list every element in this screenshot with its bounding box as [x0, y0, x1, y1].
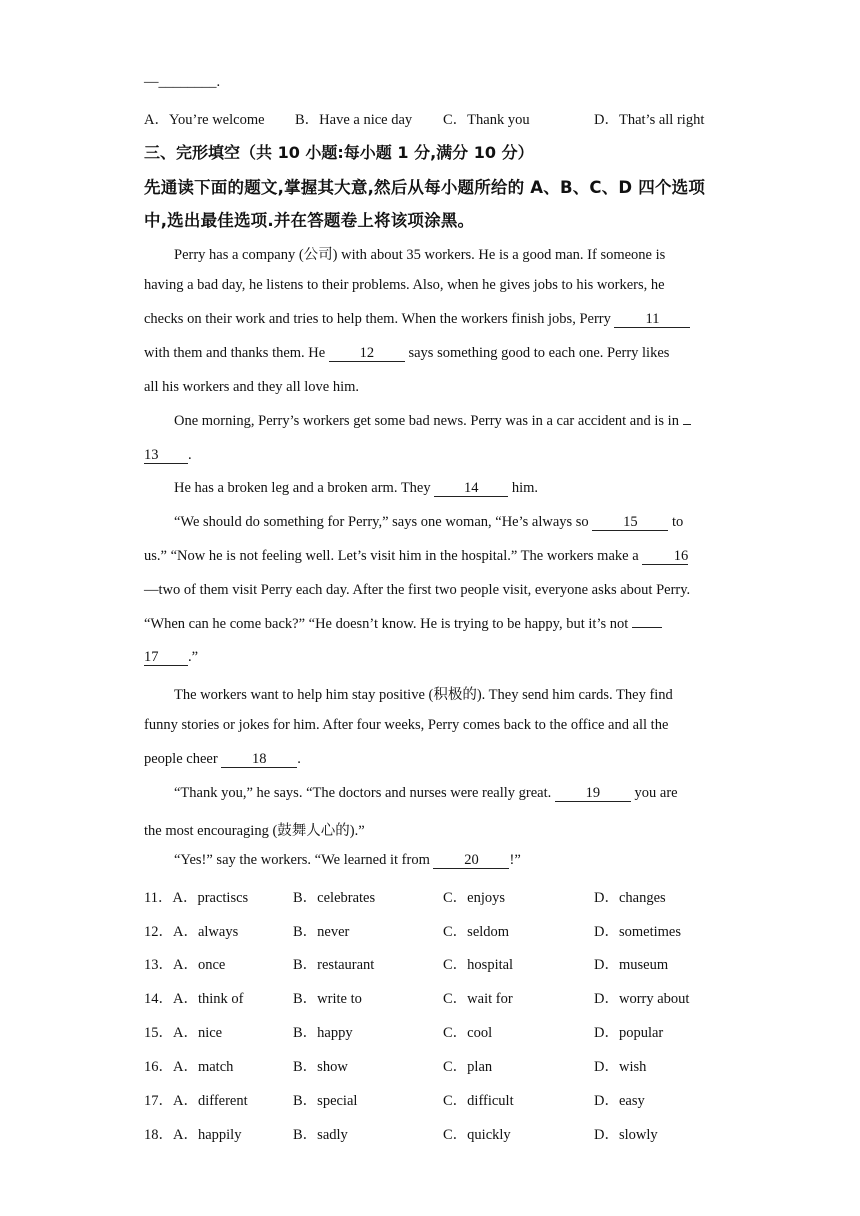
option-d: D．changes — [594, 890, 666, 906]
option-c: C．cool — [443, 1025, 493, 1041]
question-row — [144, 886, 248, 907]
option-d: D．worry about — [594, 991, 690, 1007]
passage-text: “When can he come back?” “He doesn’t know. He is trying to be happy, but it’s not — [144, 616, 632, 632]
passage-line — [174, 785, 678, 802]
question-row — [144, 1123, 241, 1144]
passage-text: One morning, Perry’s workers get some bad news. Perry was in a car accident and is in — [174, 413, 683, 429]
option-a: A．nice — [173, 1025, 223, 1041]
passage-text: him. — [508, 480, 539, 496]
passage-line: —two of them visit Perry each day. After the first two people visit, everyone asks about Perry. — [144, 582, 691, 598]
option-d: D．museum — [594, 957, 669, 973]
blank-16: 16 — [642, 549, 688, 565]
blank-14: 14 — [434, 481, 508, 497]
passage-text: “Thank you,” he says. “The doctors and nurses were really great. — [174, 785, 555, 801]
blank-13: 13 — [144, 448, 188, 464]
passage-line — [174, 413, 691, 430]
question-number: 13． — [144, 957, 173, 973]
option-c: C．hospital — [443, 957, 514, 973]
option-a: A．think of — [173, 991, 244, 1007]
passage-text: . — [188, 447, 192, 463]
question-row — [144, 1055, 233, 1076]
blank-17-start — [632, 627, 662, 628]
option-a: A．always — [173, 924, 239, 940]
passage-line — [174, 514, 683, 531]
option-c: C．Thank you — [443, 112, 530, 128]
question-number: 18． — [144, 1127, 173, 1143]
question-number: 16． — [144, 1059, 173, 1075]
option-b: B．write to — [293, 991, 362, 1007]
blank-12: 12 — [329, 346, 405, 362]
answer-line: —________. — [144, 74, 221, 90]
passage-text: to — [668, 514, 684, 530]
option-c: C．enjoys — [443, 890, 506, 906]
passage-line — [144, 616, 662, 633]
option-a: A．practiscs — [172, 890, 249, 906]
question-row — [144, 953, 225, 974]
question-number: 12． — [144, 924, 173, 940]
question-number: 15． — [144, 1025, 173, 1041]
question-row — [144, 987, 243, 1008]
option-d: D．slowly — [594, 1127, 658, 1143]
passage-text: !” — [509, 852, 521, 868]
passage-line — [144, 649, 198, 666]
passage-line — [174, 852, 521, 869]
option-d: D．popular — [594, 1025, 664, 1041]
blank-18: 18 — [221, 752, 297, 768]
passage-line — [144, 447, 192, 464]
option-b: B．happy — [293, 1025, 353, 1041]
blank-13-start — [683, 424, 691, 425]
passage-line: Perry has a company (公司) with about 35 workers. He is a good man. If someone is — [174, 247, 666, 263]
question-number: 17． — [144, 1093, 173, 1109]
section-title: 三、完形填空（共 10 小题:每小题 1 分,满分 10 分） — [144, 143, 534, 162]
option-a: A．happily — [173, 1127, 242, 1143]
option-b: B．show — [293, 1059, 348, 1075]
option-d: D．wish — [594, 1059, 647, 1075]
passage-line — [144, 548, 688, 565]
passage-text: “We should do something for Perry,” says one woman, “He’s always so — [174, 514, 593, 530]
question-number: 14． — [144, 991, 173, 1007]
passage-text: He has a broken leg and a broken arm. They — [174, 480, 435, 496]
passage-text: with them and thanks them. He — [144, 345, 329, 361]
option-c: C．difficult — [443, 1093, 514, 1109]
passage-text: you are — [630, 785, 678, 801]
passage-text: us.” “Now he is not feeling well. Let’s visit him in the hospital.” The workers make a — [144, 548, 643, 564]
passage-text: says something good to each one. Perry likes — [404, 345, 670, 361]
blank-15: 15 — [592, 515, 668, 531]
option-b: B．Have a nice day — [295, 112, 413, 128]
passage-text: . — [297, 751, 301, 767]
option-b: B．sadly — [293, 1127, 348, 1143]
option-a: A．different — [173, 1093, 248, 1109]
blank-17: 17 — [144, 650, 188, 666]
option-d: D．sometimes — [594, 924, 681, 940]
option-b: B．celebrates — [293, 890, 376, 906]
option-b: B．never — [293, 924, 350, 940]
option-a: A．match — [173, 1059, 234, 1075]
option-b: B．special — [293, 1093, 358, 1109]
blank-20: 20 — [433, 853, 509, 869]
option-a: A．You’re welcome — [144, 112, 265, 128]
passage-line: all his workers and they all love him. — [144, 379, 360, 395]
passage-line — [174, 480, 538, 497]
passage-line — [144, 345, 669, 362]
option-a: A．once — [173, 957, 226, 973]
passage-line: funny stories or jokes for him. After four weeks, Perry comes back to the office and all the — [144, 717, 669, 733]
passage-text: .” — [188, 649, 199, 665]
passage-line: The workers want to help him stay positive (积极的). They send him cards. They find — [174, 687, 673, 703]
section-instruction-line2: 中,选出最佳选项.并在答题卷上将该项涂黑。 — [144, 211, 475, 230]
passage-line: having a bad day, he listens to their problems. Also, when he gives jobs to his workers, he — [144, 277, 665, 293]
blank-11: 11 — [614, 312, 690, 328]
passage-text: checks on their work and tries to help them. When the workers finish jobs, Perry — [144, 311, 615, 327]
question-row — [144, 1021, 222, 1042]
passage-text: “Yes!” say the workers. “We learned it from — [174, 852, 434, 868]
question-number: 11． — [144, 890, 173, 906]
passage-line: the most encouraging (鼓舞人心的).” — [144, 823, 365, 839]
question-row — [144, 1089, 248, 1110]
option-c: C．plan — [443, 1059, 493, 1075]
option-b: B．restaurant — [293, 957, 375, 973]
passage-line — [144, 311, 690, 328]
option-c: C．wait for — [443, 991, 513, 1007]
option-c: C．quickly — [443, 1127, 511, 1143]
blank-19: 19 — [555, 786, 631, 802]
option-d: D．That’s all right — [594, 112, 705, 128]
option-c: C．seldom — [443, 924, 510, 940]
section-instruction-line1: 先通读下面的题文,掌握其大意,然后从每小题所给的 A、B、C、D 四个选项 — [144, 178, 706, 197]
question-row — [144, 920, 238, 941]
passage-text: people cheer — [144, 751, 222, 767]
option-d: D．easy — [594, 1093, 645, 1109]
passage-line — [144, 751, 301, 768]
